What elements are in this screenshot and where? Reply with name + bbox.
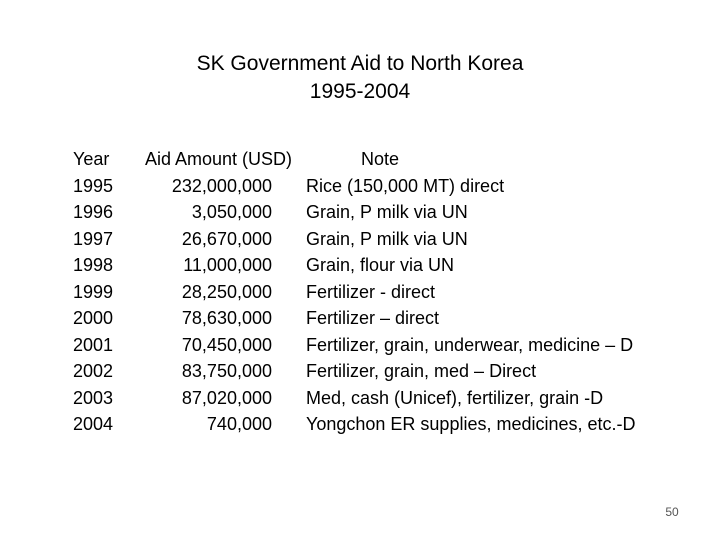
- row-amount: 83,750,000: [181, 361, 272, 381]
- header-note: Note: [361, 149, 400, 169]
- row-note: Yongchon ER supplies, medicines, etc.-D: [306, 414, 636, 434]
- row-note: Fertilizer, grain, underwear, medicine – D: [306, 334, 634, 355]
- row-year: 1996: [73, 202, 114, 222]
- table-row: [0, 358, 720, 384]
- row-amount: 70,450,000: [181, 334, 272, 355]
- row-amount: 740,000: [206, 414, 272, 434]
- row-year: 1999: [73, 281, 114, 302]
- table-row: [0, 226, 720, 252]
- row-amount: 78,630,000: [181, 308, 272, 328]
- slide-title: [0, 50, 720, 106]
- table-header-row: [0, 146, 720, 172]
- row-amount: 28,250,000: [181, 281, 272, 302]
- row-amount: 232,000,000: [171, 175, 272, 196]
- table-row: [0, 199, 720, 225]
- row-note: Fertilizer, grain, med – Direct: [306, 361, 537, 381]
- row-note: Grain, flour via UN: [306, 255, 455, 275]
- row-note: Med, cash (Unicef), fertilizer, grain -D: [306, 387, 604, 408]
- title-line-2: 1995-2004: [309, 80, 411, 103]
- row-year: 2002: [73, 361, 114, 381]
- row-note: Grain, P milk via UN: [306, 202, 468, 222]
- table-row: [0, 279, 720, 305]
- row-amount: 11,000,000: [183, 255, 272, 275]
- row-amount: 87,020,000: [181, 387, 272, 408]
- row-year: 2000: [73, 308, 114, 328]
- table-row: [0, 252, 720, 278]
- row-note: Fertilizer - direct: [306, 281, 436, 302]
- title-line-1: SK Government Aid to North Korea: [196, 52, 524, 75]
- row-note: Rice (150,000 MT) direct: [306, 175, 505, 196]
- row-year: 1995: [73, 175, 114, 196]
- table-row: [0, 385, 720, 411]
- row-amount: 3,050,000: [191, 202, 272, 222]
- row-year: 1998: [73, 255, 114, 275]
- row-year: 2003: [73, 387, 114, 408]
- table-row: [0, 305, 720, 331]
- row-note: Fertilizer – direct: [306, 308, 440, 328]
- row-year: 2001: [73, 334, 114, 355]
- header-year: Year: [73, 149, 110, 169]
- table-row: [0, 411, 720, 437]
- row-note: Grain, P milk via UN: [306, 228, 468, 249]
- header-amount: Aid Amount (USD): [145, 149, 293, 169]
- table-row: [0, 173, 720, 199]
- row-year: 1997: [73, 228, 114, 249]
- table-row: [0, 332, 720, 358]
- page-number: 50: [665, 505, 679, 519]
- row-amount: 26,670,000: [181, 228, 272, 249]
- row-year: 2004: [73, 414, 114, 434]
